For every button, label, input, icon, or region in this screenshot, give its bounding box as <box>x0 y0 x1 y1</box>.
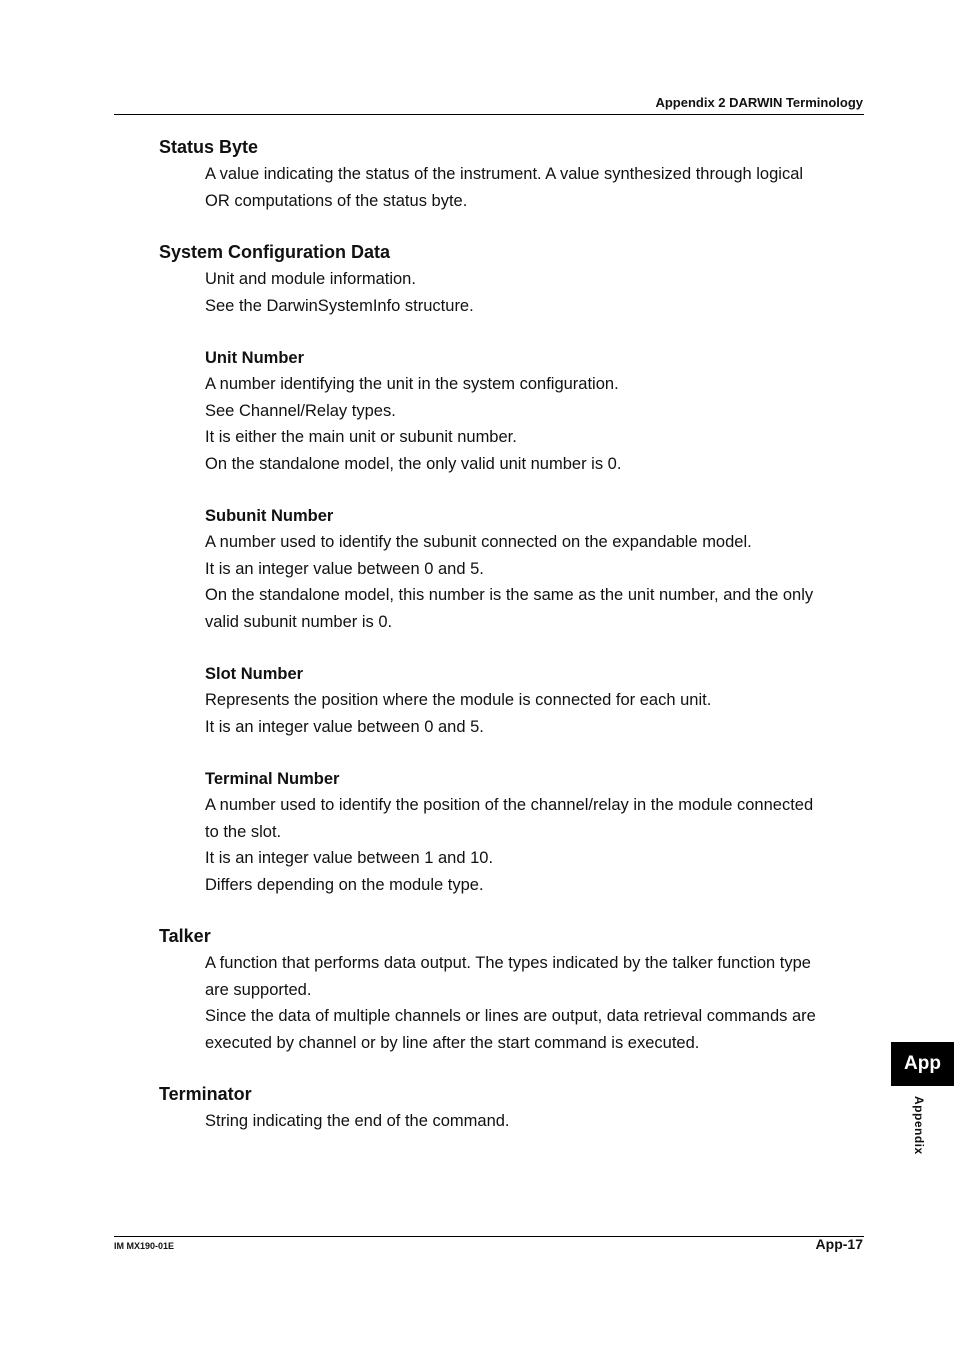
section-terminator <box>159 1082 864 1135</box>
paragraph-line: On the standalone model, this number is the same as the unit number, and the only <box>205 586 814 604</box>
subsection-heading: Unit Number <box>205 349 304 367</box>
subsection-slot-number <box>205 661 864 740</box>
section-heading: System Configuration Data <box>159 242 391 262</box>
page-number: App-17 <box>815 1236 863 1252</box>
page-header-title: Appendix 2 DARWIN Terminology <box>655 95 863 110</box>
page-content <box>159 135 864 1135</box>
appendix-tab: App <box>891 1042 954 1086</box>
subsection-unit-number <box>205 345 864 477</box>
paragraph-line: Unit and module information. <box>205 270 416 288</box>
section-system-configuration <box>159 240 864 898</box>
subsection-terminal-number <box>205 766 864 898</box>
paragraph-line: Differs depending on the module type. <box>205 875 484 894</box>
header-divider <box>114 114 864 115</box>
paragraph-line: A number identifying the unit in the system configuration. <box>205 375 619 393</box>
paragraph-line: Represents the position where the module is connected for each unit. <box>205 691 712 709</box>
subsection-heading: Slot Number <box>205 665 304 683</box>
appendix-vertical-label: Appendix <box>912 1096 926 1155</box>
paragraph-line: It is an integer value between 1 and 10. <box>205 849 494 867</box>
section-heading: Terminator <box>159 1084 252 1104</box>
paragraph-line: A value indicating the status of the instrument. A value synthesized through logical <box>205 165 804 183</box>
paragraph-line: See Channel/Relay types. <box>205 401 396 420</box>
section-talker <box>159 924 864 1056</box>
paragraph-line: are supported. <box>205 980 312 999</box>
paragraph-line: to the slot. <box>205 822 282 841</box>
paragraph-line: It is an integer value between 0 and 5. <box>205 717 484 736</box>
section-status-byte <box>159 135 864 214</box>
paragraph-line: executed by channel or by line after the start command is executed. <box>205 1033 700 1052</box>
footer-divider <box>114 1236 864 1237</box>
section-heading: Status Byte <box>159 137 259 157</box>
paragraph-line: String indicating the end of the command. <box>205 1112 510 1130</box>
paragraph-line: OR computations of the status byte. <box>205 191 468 210</box>
document-id: IM MX190-01E <box>114 1241 175 1251</box>
subsection-heading: Terminal Number <box>205 770 340 788</box>
paragraph-line: A function that performs data output. The types indicated by the talker function type <box>205 954 811 972</box>
subsection-heading: Subunit Number <box>205 507 334 525</box>
paragraph-line: A number used to identify the subunit connected on the expandable model. <box>205 533 752 551</box>
subsection-subunit-number <box>205 503 864 635</box>
paragraph-line: On the standalone model, the only valid unit number is 0. <box>205 454 622 473</box>
paragraph-line: See the DarwinSystemInfo structure. <box>205 296 474 315</box>
paragraph-line: A number used to identify the position of the channel/relay in the module connected <box>205 796 814 814</box>
paragraph-line: valid subunit number is 0. <box>205 612 393 631</box>
paragraph-line: It is either the main unit or subunit number. <box>205 428 517 446</box>
paragraph-line: Since the data of multiple channels or lines are output, data retrieval commands are <box>205 1007 816 1025</box>
paragraph-line: It is an integer value between 0 and 5. <box>205 559 484 578</box>
section-heading: Talker <box>159 926 211 946</box>
